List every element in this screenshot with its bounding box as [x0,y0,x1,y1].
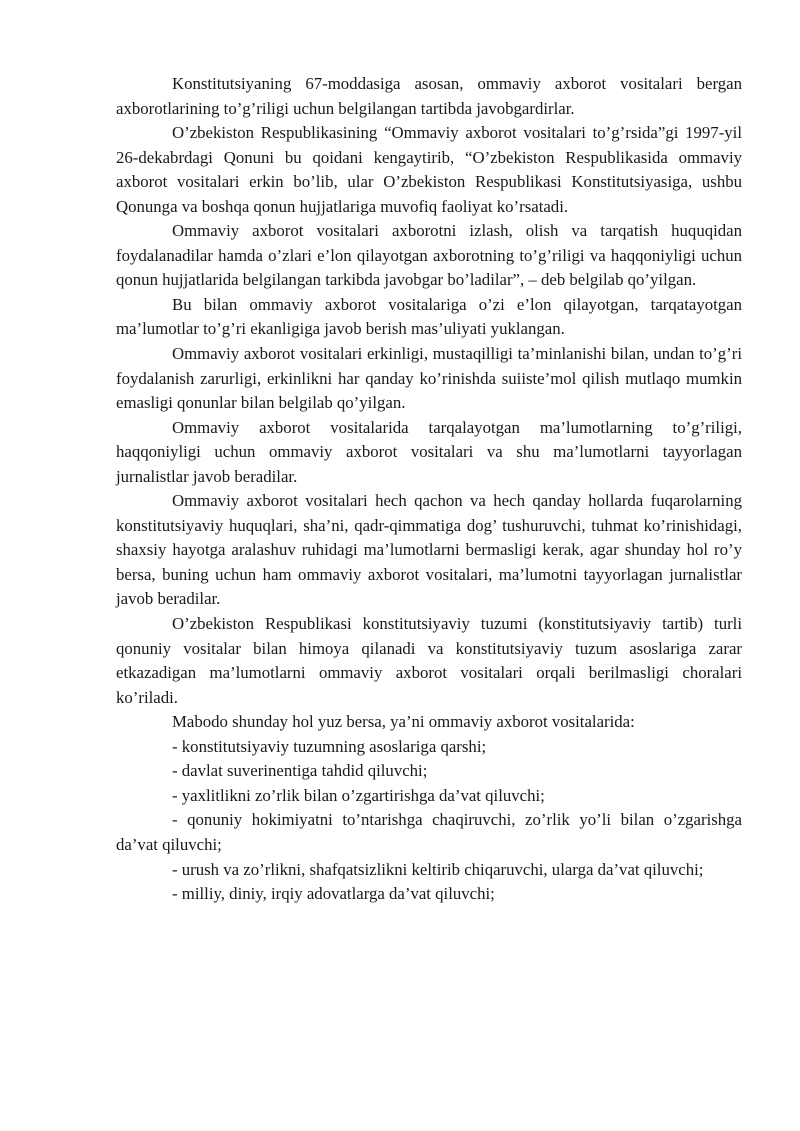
list-item: - qonuniy hokimiyatni to’ntarishga chaqiruvchi, zo’rlik yo’li bilan o’zgarishga da’vat qiluvchi; [116,810,742,854]
paragraph-9: Mabodo shunday hol yuz bersa, ya’ni ommaviy axborot vositalarida: [172,712,635,732]
list-item: - milliy, diniy, irqiy adovatlarga da’vat qiluvchi; [172,884,495,904]
document-page [116,72,742,907]
paragraph-3: Ommaviy axborot vositalari axborotni izlash, olish va tarqatish huquqidan foydalanadilar hamda o’zlari e’lon qilayotgan axborotning to’g’riligi va haqqoniyligi uchun qonun hujjatlarida belgilangan tarkibda javobgar bo’ladilar”, – deb belgilab qo’yilgan. [116,221,742,290]
paragraph-4: Bu bilan ommaviy axborot vositalariga o’zi e’lon qilayotgan, tarqatayotgan ma’lumotlar to’g’ri ekanligiga javob berish mas’uliyati yuklangan. [116,294,742,339]
paragraph-8: O’zbekiston Respublikasi konstitutsiyaviy tuzumi (konstitutsiyaviy tartib) turli qonuniy vositalar bilan himoya qilanadi va konstitutsiyaviy tuzum asoslariga zarar etkazadigan ma’lumotlarni ommaviy axborot vositalari orqali berilmasligi choralari ko’riladi. [116,614,742,707]
list-item: - urush va zo’rlikni, shafqatsizlikni keltirib chiqaruvchi, ularga da’vat qiluvchi; [172,859,704,879]
list-item: - yaxlitlikni zo’rlik bilan o’zgartirishga da’vat qiluvchi; [172,785,545,805]
paragraph-2: O’zbekiston Respublikasining “Ommaviy axborot vositalari to’g’rsida”gi 1997-yil 26-dekabrdagi Qonuni bu qoidani kengaytirib, “O’zbekiston Respublikasida ommaviy axborot vositalari erkin bo’lib, ular O’zbekiston Respublikasi Konstitutsiyasiga, ushbu Qonunga va boshqa qonun hujjatlariga muvofiq faoliyat ko’rsatadi. [116,123,742,216]
paragraph-6: Ommaviy axborot vositalarida tarqalayotgan ma’lumotlarning to’g’riligi, haqqoniyligi uchun ommaviy axborot vositalari va shu ma’lumotlarni tayyorlagan jurnalistlar javob beradilar. [116,417,742,486]
paragraph-7: Ommaviy axborot vositalari hech qachon va hech qanday hollarda fuqarolarning konstitutsiyaviy huquqlari, sha’ni, qadr-qimmatiga dog’ tushuruvchi, tuhmat ko’rinishidagi, shaxsiy hayotga aralashuv ruhidagi ma’lumotlarni bermasligi kerak, agar shunday hol ro’y bersa, buning uchun ham ommaviy axborot vositalari, ma’lumotni tayyorlagan jurnalistlar javob beradilar. [116,491,742,609]
list-item: - konstitutsiyaviy tuzumning asoslariga qarshi; [172,736,487,756]
list-item: - davlat suverinentiga tahdid qiluvchi; [172,761,428,781]
paragraph-5: Ommaviy axborot vositalari erkinligi, mustaqilligi ta’minlanishi bilan, undan to’g’ri foydalanish zarurligi, erkinlikni har qanday ko’rinishda suiiste’mol qilish mutlaqo mumkin emasligi qonunlar bilan belgilab qo’yilgan. [116,344,742,413]
paragraph-1: Konstitutsiyaning 67-moddasiga asosan, ommaviy axborot vositalari bergan axborotlarining to’g’riligi uchun belgilangan tartibda javobgardirlar. [116,74,742,118]
